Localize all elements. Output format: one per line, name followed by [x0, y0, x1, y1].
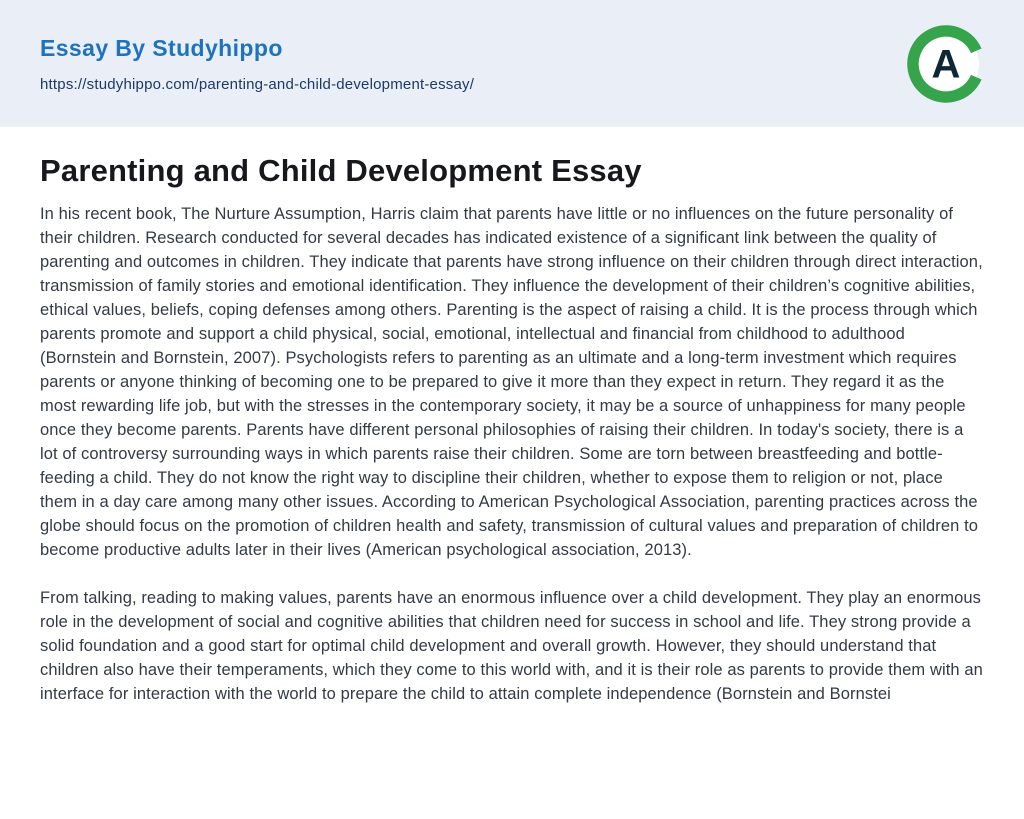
studyhippo-logo-icon [907, 25, 985, 103]
logo-letter: A [931, 42, 961, 86]
essay-title: Parenting and Child Development Essay [40, 153, 642, 188]
essay-content [0, 127, 1024, 706]
essay-paragraph-2: From talking, reading to making values, parents have an enormous influence over a child development. They play an enormous role in the development of social and cognitive abilities that children need for success in school and life. They strong provide a solid foundation and a good start for optimal child development and overall growth. However, they should understand that children also have their temperaments, which they come to this world with, and it is their role as parents to provide them with an interface for interaction with the world to prepare the child to attain complete independence (Bornstein and Bornstei [40, 588, 983, 703]
header-text-block [40, 35, 474, 93]
page-header [0, 0, 1024, 127]
page-url-link[interactable]: https://studyhippo.com/parenting-and-child-development-essay/ [40, 75, 475, 93]
site-title-link[interactable]: Essay By Studyhippo [40, 34, 283, 61]
essay-paragraph-1: In his recent book, The Nurture Assumption, Harris claim that parents have little or no influences on the future personality of their children. Research conducted for several decades has indicated existence of a significant link between the quality of parenting and outcomes in children. They indicate that parents have strong influence on their children through direct interaction, transmission of family stories and emotional identification. They influence the development of their children’s cognitive abilities, ethical values, beliefs, coping defenses among others. Parenting is the aspect of raising a child. It is the process through which parents promote and support a child physical, social, emotional, intellectual and financial from childhood to adulthood (Bornstein and Bornstein, 2007). Psychologists refers to parenting as an ultimate and a long-term investment which requires parents or anyone thinking of becoming one to be prepared to give it more than they expect in return. They regard it as the most rewarding life job, but with the stresses in the contemporary society, it may be a source of unhappiness for many people once they become parents. Parents have different personal philosophies of raising their children. In today's society, there is a lot of controversy surrounding ways in which parents raise their children. Some are torn between breastfeeding and bottle-feeding a child. They do not know the right way to discipline their children, whether to expose them to religion or not, place them in a day care among many other issues. According to American Psychological Association, parenting practices across the globe should focus on the promotion of children health and safety, transmission of cultural values and preparation of children to become productive adults later in their lives (American psychological association, 2013). [40, 204, 983, 559]
